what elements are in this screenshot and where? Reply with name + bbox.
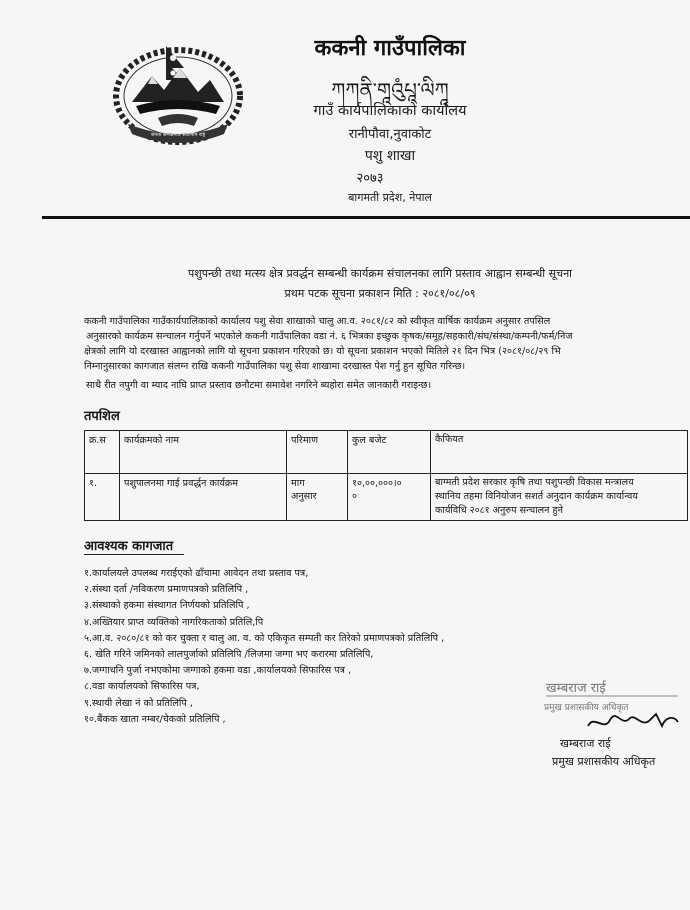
nepal-emblem-logo: [112, 40, 244, 146]
office-name: गाउँ कार्यपालिकाको कार्यालय: [313, 103, 467, 119]
cell-budget: [348, 474, 431, 521]
list-item: २.संस्था दर्ता /नविकरण प्रमाणपत्रको प्रतिलिपि ,: [84, 584, 249, 596]
cell-line: माग: [291, 478, 305, 489]
cell-line: कार्यविधि २०८१ अनुरुप सन्चालन हुने: [435, 505, 563, 516]
notice-paragraph-2: साथै रीत नपुगी वा म्याद नाघि प्राप्त प्रस्ताव छनौटमा समावेश नगरिने ब्यहोरा समेत जानकारी गराइन्छ।: [86, 380, 432, 391]
cell-line: १०,००,०००।०: [352, 478, 402, 489]
stamp-name-text: खम्बराज राई: [546, 681, 606, 696]
municipality-name: ककनी गाउँपालिका: [314, 36, 466, 61]
table-row: [85, 474, 688, 521]
column-header-budget: कुल बजेट: [348, 431, 431, 474]
cell-line: अनुसार: [291, 491, 317, 502]
cell-line: ०: [352, 491, 357, 502]
branch-name: पशु शाखा: [364, 148, 416, 164]
schedule-heading: तपशिल: [84, 409, 120, 424]
signatory-name: खम्बराज राई: [560, 737, 611, 750]
schedule-table: [84, 430, 688, 521]
signatory-title: प्रमुख प्रशासकीय अधिकृत: [552, 755, 656, 768]
column-header-sn: क्र.स: [85, 431, 120, 474]
list-item: ५.आ.व. २०८०/८१ को कर चुक्ता र चालु आ. व. को एकिकृत सम्पती कर तिरेको प्रमाणपत्रको प्रतिलिपि ,: [84, 632, 445, 644]
list-item: ४.अख्तियार प्राप्त व्यक्तिको नागरिकताको प्रतिलि,पि: [84, 616, 264, 628]
paragraph-line: अनुसारको कार्यक्रम सन्चालन गर्नुपर्ने भएकोले ककनी गाउँपालिका वडा नं. ६ भित्रका इच्छुक कृषक/समूह/सहकारी/संघ/संस्था/कम्पनी/फर्म/निज: [86, 331, 573, 342]
header-divider: [42, 216, 690, 219]
cell-quantity: [287, 474, 348, 521]
list-item: ७.जग्गाधनि पुर्जा नभएकोमा जग्गाको हकमा वडा ,कार्यालयको सिफारिस पत्र ,: [84, 665, 351, 677]
list-item: ३.संस्थाको हकमा संस्थागत निर्णयको प्रतिलिपि ,: [84, 600, 250, 612]
column-header-remarks: कैफियत: [431, 431, 688, 474]
year-label: २०७३: [356, 171, 384, 186]
cell-line: स्थानिय तहमा विनियोजन सशर्त अनुदान कार्यक्रम कार्यान्वय: [435, 491, 638, 502]
documents-heading: आवश्यक कागजात: [84, 539, 174, 554]
paragraph-line: ककनी गाउँपालिका गाउँकार्यपालिकाको कार्यालय पशु सेवा शाखाको चालु आ.व. २०८१/८२ को स्वीकृत वार्षिक कार्यक्रम अनुसार तपसिल: [84, 316, 551, 327]
documents-list: [84, 566, 444, 728]
notice-subtitle: प्रथम पटक सूचना प्रकाशन मिति : २०८१/०८/०९: [284, 287, 476, 300]
official-stamp-signature: [538, 674, 688, 734]
cell-remarks: [431, 474, 688, 521]
emblem-ribbon-text: जनता सम्पन्नमात्र सार्वभौम राष्ट्र: [150, 132, 206, 138]
paragraph-line: निम्नानुसारका कागजात संलग्न राखि ककनी गाउँपालिका पशु सेवा शाखामा दरखास्त पेश गर्नु हुन सूचित गरिन्छ।: [84, 361, 466, 372]
column-header-qty: परिमाण: [287, 431, 348, 474]
stamp-title-text: प्रमुख प्रशासकीय अधिकृत: [544, 703, 629, 713]
cell-program-name: पशुपालनमा गाई प्रवर्द्धन कार्यक्रम: [120, 474, 287, 521]
table-header-row: [85, 431, 688, 474]
municipality-name-script: ཀཀནི་གཱའུཾཔཱ་ལིཀཱ: [331, 78, 449, 102]
list-item: ६. खेति गरिने जमिनको लालपुर्जाको प्रतिलिपि /लिजमा जग्गा भए करारमा प्रतिलिपि,: [84, 648, 374, 660]
list-item: १०.बैंकक खाता नम्बर/चेकको प्रतिलिपि ,: [84, 713, 226, 725]
documents-heading-underline: [84, 554, 184, 555]
cell-line: बाग्मती प्रदेश सरकार कृषि तथा पशुपन्छी विकास मन्त्रालय: [435, 477, 634, 488]
notice-paragraph: [84, 314, 690, 374]
office-address: रानीपौवा,नुवाकोट: [348, 127, 432, 142]
list-item: ९.स्थायी लेखा नं को प्रतिलिपि ,: [84, 697, 193, 709]
province-label: बागमती प्रदेश, नेपाल: [348, 191, 432, 204]
notice-title: पशुपन्छी तथा मत्स्य क्षेत्र प्रवर्द्धन सम्बन्धी कार्यक्रम संचालनका लागि प्रस्ताव आह्वान सम्बन्धी सूचना: [187, 267, 573, 280]
list-item: १.कार्यालयले उपलब्ध गराईएको ढाँचामा आवेदन तथा प्रस्ताव पत्र,: [84, 568, 309, 579]
list-item: ८.वडा कार्यालयको सिफारिस पत्र,: [84, 681, 200, 693]
paragraph-line: क्षेत्रको लागि यो दरखास्त आह्वानको लागि यो सूचना प्रकाशन गरिएको छ। यो सूचना प्रकाशन भएको मितिले २१ दिन भित्र (२०८१/०८/२९ भि: [84, 346, 561, 357]
cell-sn: १.: [85, 474, 120, 521]
column-header-name: कार्यक्रमको नाम: [120, 431, 287, 474]
